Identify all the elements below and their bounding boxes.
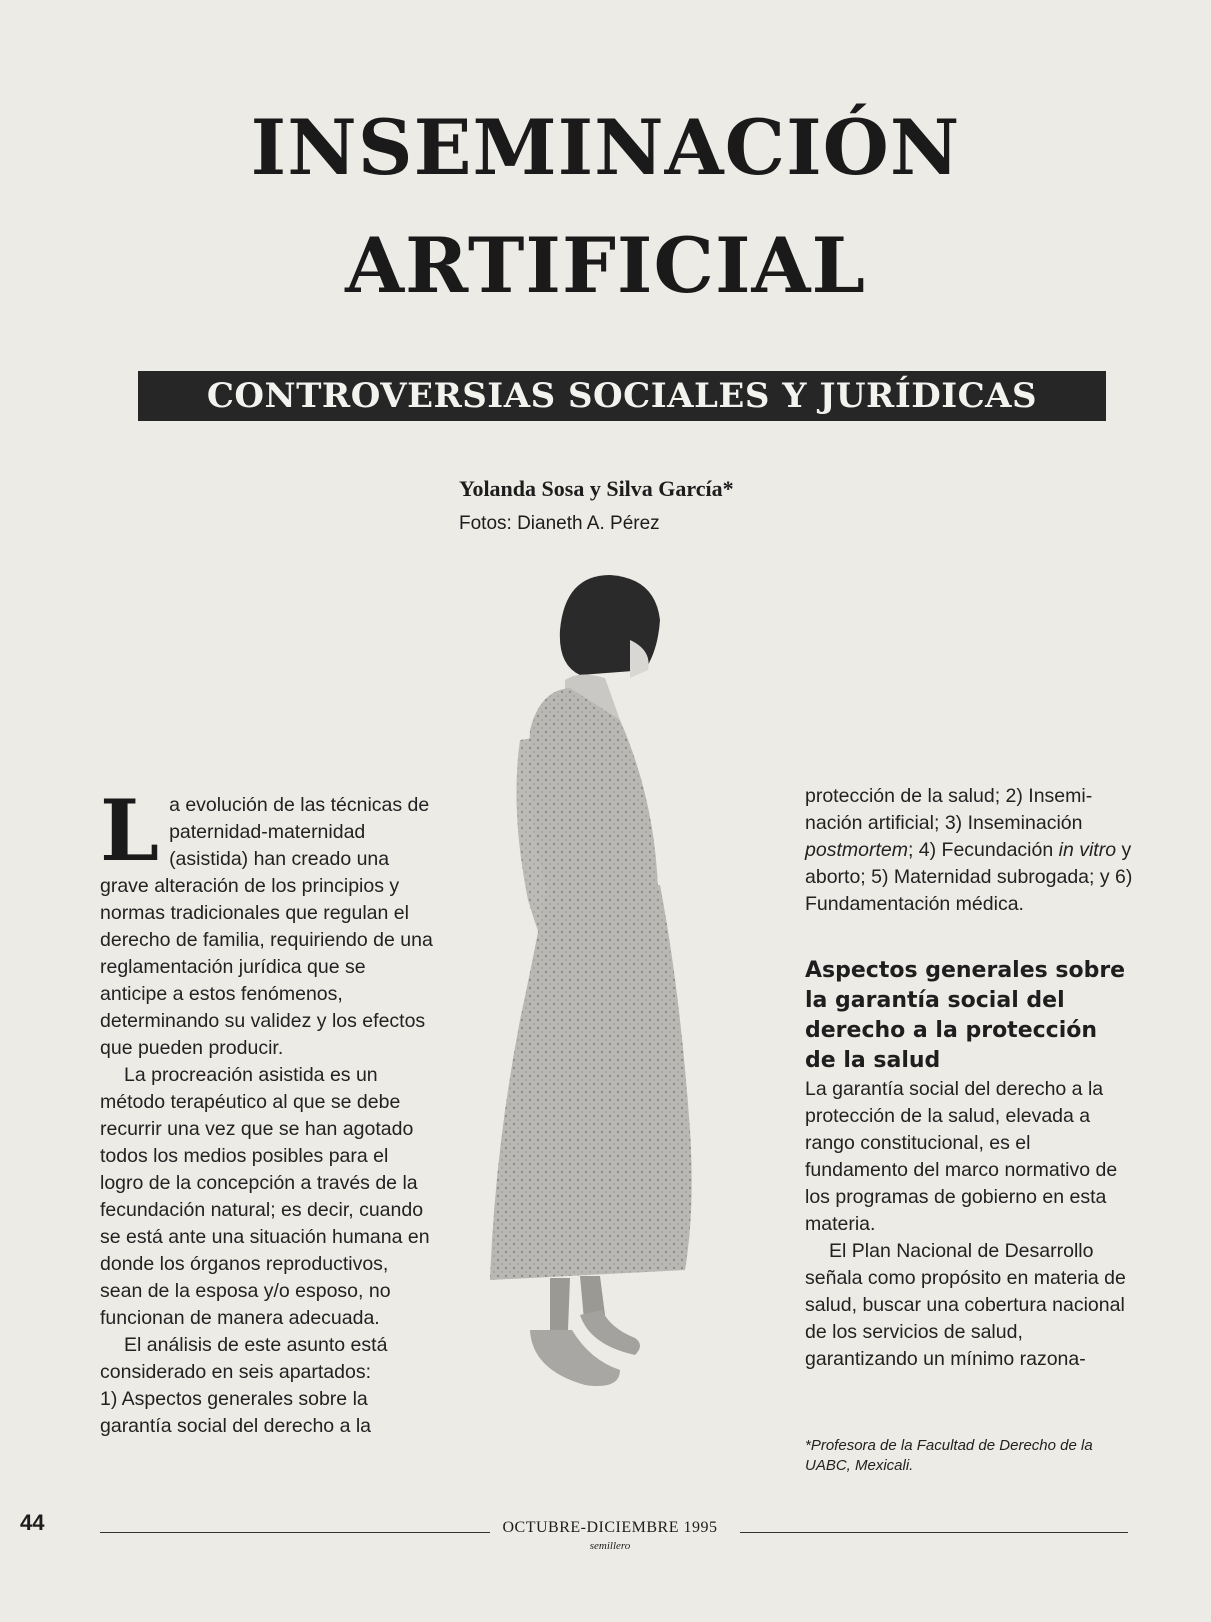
footer-rule-left <box>100 1532 490 1533</box>
section-paragraph-1: La garantía social del derecho a la protección de la salud, elevada a rango constitucional, es el fundamento del marco normativo de los programas de gobierno en esta materia. <box>805 1078 1118 1235</box>
section-paragraph-2: El Plan Nacional de Desarrollo señala como propósito en materia de salud, buscar una cobertura nacional de los servicios de salud, garantizando un mínimo razona- <box>805 1240 1126 1370</box>
cont-text-a: protección de la salud; 2) Insemi-nación artificial; 3) Inseminación <box>805 785 1093 834</box>
issue-date: OCTUBRE-DICIEMBRE 1995 <box>502 1519 718 1536</box>
cont-text-d: in vitro <box>1058 839 1117 861</box>
magazine-name: semillero <box>589 1540 631 1552</box>
left-text-column <box>100 781 435 1440</box>
author-byline: Yolanda Sosa y Silva García* <box>459 476 734 501</box>
author-footnote: *Profesora de la Facultad de Derecho de la UABC, Mexicali. <box>805 1437 1093 1474</box>
woman-standing-photo <box>480 570 740 1410</box>
cont-text-e: y aborto; 5) Maternidad subrogada; y 6) Fundamentación médica. <box>805 839 1133 915</box>
footer-rule-right <box>740 1532 1128 1533</box>
photo-credit: Fotos: Dianeth A. Pérez <box>459 513 660 534</box>
cont-text-c: ; 4) Fecundación <box>907 839 1059 861</box>
intro-text: a evolución de las técnicas de paternidad-maternidad (asistida) han creado una grave alteración de los principios y normas tradicionales que regulan el derecho de familia, requiriendo de una reglamentación jurídica que se anticipe a estos fenómenos, determinando su validez y los efectos que pueden producir. <box>100 794 433 1059</box>
intro-paragraph <box>100 781 435 1062</box>
subtitle-banner: CONTROVERSIAS SOCIALES Y JURÍDICAS <box>138 371 1106 421</box>
cont-text-b: postmortem <box>805 839 908 861</box>
article-title-line2: ARTIFICIAL <box>345 221 866 310</box>
right-text-column <box>805 783 1135 1373</box>
drop-cap: L <box>100 781 160 880</box>
page-number: 44 <box>20 1510 45 1535</box>
section-heading: Aspectos generales sobre la garantía social del derecho a la protección de la salud <box>805 958 1126 1073</box>
paragraph-3: El análisis de este asunto está considerado en seis apartados: <box>100 1334 388 1383</box>
article-title-line1: INSEMINACIÓN <box>250 103 961 192</box>
paragraph-4: 1) Aspectos generales sobre la garantía social del derecho a la <box>100 1388 372 1437</box>
continued-paragraph <box>805 783 1135 918</box>
paragraph-2: La procreación asistida es un método terapéutico al que se debe recurrir una vez que se han agotado todos los medios posibles para el logro de la concepción a través de la fecundación natural; es decir, cuando se está ante una situación humana en donde los órganos reproductivos, sean de la esposa y/o esposo, no funcionan de manera adecuada. <box>100 1064 430 1329</box>
